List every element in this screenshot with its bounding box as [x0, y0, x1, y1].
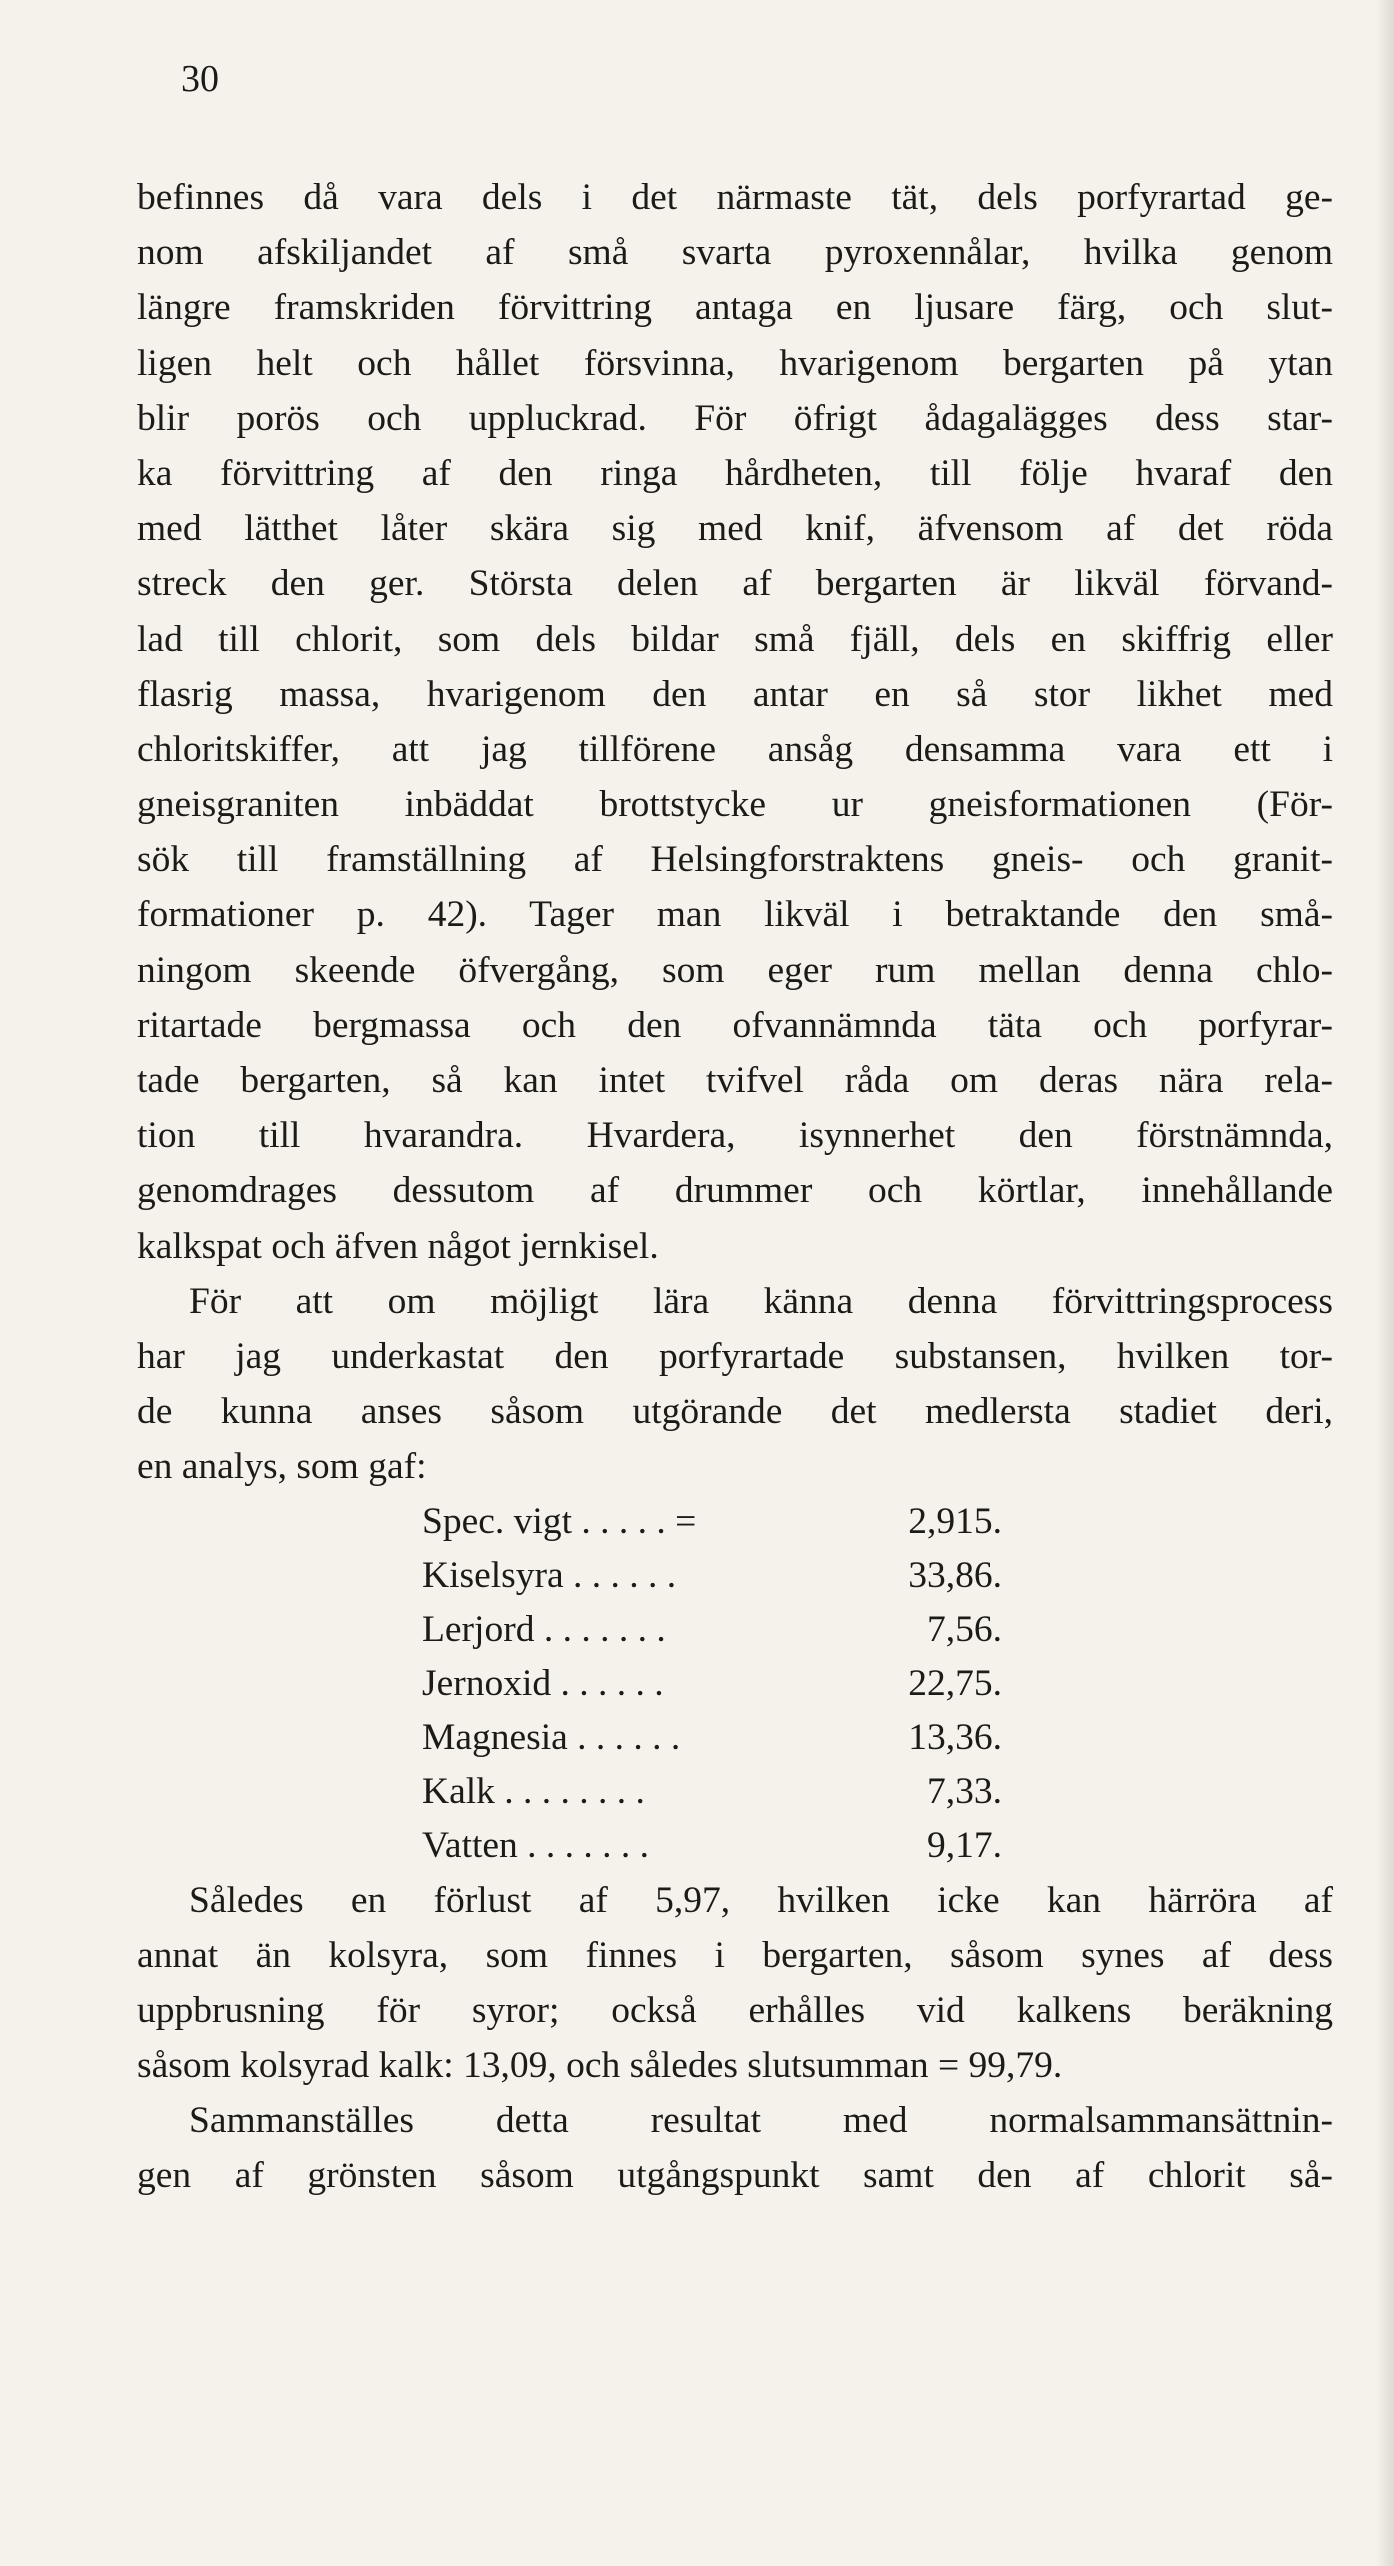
- text-line: de kunna anses såsom utgörande det medlersta stadiet deri,: [137, 1391, 1333, 1433]
- page-edge-shadow: [1376, 0, 1394, 2566]
- text-line: sök till framställning af Helsingforstraktens gneis- och granit-: [137, 839, 1333, 881]
- analysis-row: [137, 1657, 1333, 1711]
- analysis-label: Vatten . . . . . . .: [422, 1824, 650, 1866]
- text-line: en analys, som gaf:: [137, 1446, 427, 1488]
- text-line: kalkspat och äfven något jernkisel.: [137, 1225, 659, 1267]
- text-line: såsom kolsyrad kalk: 13,09, och således slutsumman = 99,79.: [137, 2045, 1063, 2087]
- analysis-table: [137, 1495, 1333, 1873]
- text-line: nom afskiljandet af små svarta pyroxennålar, hvilka genom: [137, 232, 1333, 274]
- analysis-value: 22,75.: [908, 1662, 1002, 1704]
- analysis-row: [137, 1765, 1333, 1819]
- text-line: befinnes då vara dels i det närmaste tät, dels porfyrartad ge-: [137, 177, 1333, 218]
- text-line: tion till hvarandra. Hvardera, isynnerhet den förstnämnda,: [137, 1115, 1333, 1157]
- analysis-row: [137, 1603, 1333, 1657]
- text-line: annat än kolsyra, som finnes i bergarten, såsom synes af dess: [137, 1934, 1333, 1976]
- text-line: längre framskriden förvittring antaga en ljusare färg, och slut-: [137, 287, 1333, 329]
- text-line: har jag underkastat den porfyrartade substansen, hvilken tor-: [137, 1335, 1333, 1377]
- analysis-row: [137, 1495, 1333, 1549]
- analysis-value: 33,86.: [908, 1554, 1002, 1596]
- text-line: formationer p. 42). Tager man likväl i betraktande den små-: [137, 894, 1333, 936]
- analysis-row: [137, 1819, 1333, 1873]
- analysis-value: 7,56.: [927, 1608, 1002, 1650]
- text-line: gen af grönsten såsom utgångspunkt samt den af chlorit så-: [137, 2155, 1333, 2197]
- text-line: Sammanställes detta resultat med normalsammansättnin-: [189, 2100, 1333, 2142]
- text-line: med lätthet låter skära sig med knif, äfvensom af det röda: [137, 508, 1333, 550]
- text-line: Således en förlust af 5,97, hvilken icke kan härröra af: [189, 1879, 1333, 1921]
- text-line: streck den ger. Största delen af bergarten är likväl förvand-: [137, 563, 1333, 605]
- analysis-label: Lerjord . . . . . . .: [422, 1608, 666, 1650]
- analysis-row: [137, 1711, 1333, 1765]
- text-line: genomdrages dessutom af drummer och körtlar, innehållande: [137, 1170, 1333, 1212]
- analysis-value: 7,33.: [927, 1770, 1002, 1812]
- text-line: ka förvittring af den ringa hårdheten, till följe hvaraf den: [137, 452, 1333, 494]
- text-line: tade bergarten, så kan intet tvifvel råda om deras nära rela-: [137, 1060, 1333, 1101]
- text-line: flasrig massa, hvarigenom den antar en så stor likhet med: [137, 673, 1333, 715]
- text-line: uppbrusning för syror; också erhålles vid kalkens beräkning: [137, 1989, 1333, 2031]
- text-line: lad till chlorit, som dels bildar små fjäll, dels en skiffrig eller: [137, 618, 1333, 660]
- body-text: [137, 170, 1333, 2204]
- text-line: chloritskiffer, att jag tillförene ansåg densamma vara ett i: [137, 728, 1333, 770]
- analysis-value: 13,36.: [908, 1716, 1002, 1758]
- analysis-label: Jernoxid . . . . . .: [422, 1662, 664, 1704]
- text-line: ritartade bergmassa och den ofvannämnda täta och porfyrar-: [137, 1004, 1333, 1046]
- text-line: För att om möjligt lära känna denna förvittringsprocess: [189, 1280, 1333, 1322]
- analysis-label: Magnesia . . . . . .: [422, 1716, 681, 1758]
- text-line: blir porös och uppluckrad. För öfrigt ådagalägges dess star-: [137, 397, 1333, 439]
- analysis-row: [137, 1549, 1333, 1603]
- text-line: ligen helt och hållet försvinna, hvarigenom bergarten på ytan: [137, 342, 1333, 384]
- analysis-value: 2,915.: [908, 1500, 1002, 1542]
- text-line: ningom skeende öfvergång, som eger rum mellan denna chlo-: [137, 949, 1333, 991]
- analysis-label: Kiselsyra . . . . . .: [422, 1554, 677, 1596]
- analysis-label: Spec. vigt . . . . . =: [422, 1500, 697, 1542]
- analysis-label: Kalk . . . . . . . .: [422, 1770, 645, 1812]
- analysis-value: 9,17.: [927, 1824, 1002, 1866]
- text-line: gneisgraniten inbäddat brottstycke ur gneisformationen (För-: [137, 784, 1333, 826]
- page-number: 30: [181, 58, 219, 100]
